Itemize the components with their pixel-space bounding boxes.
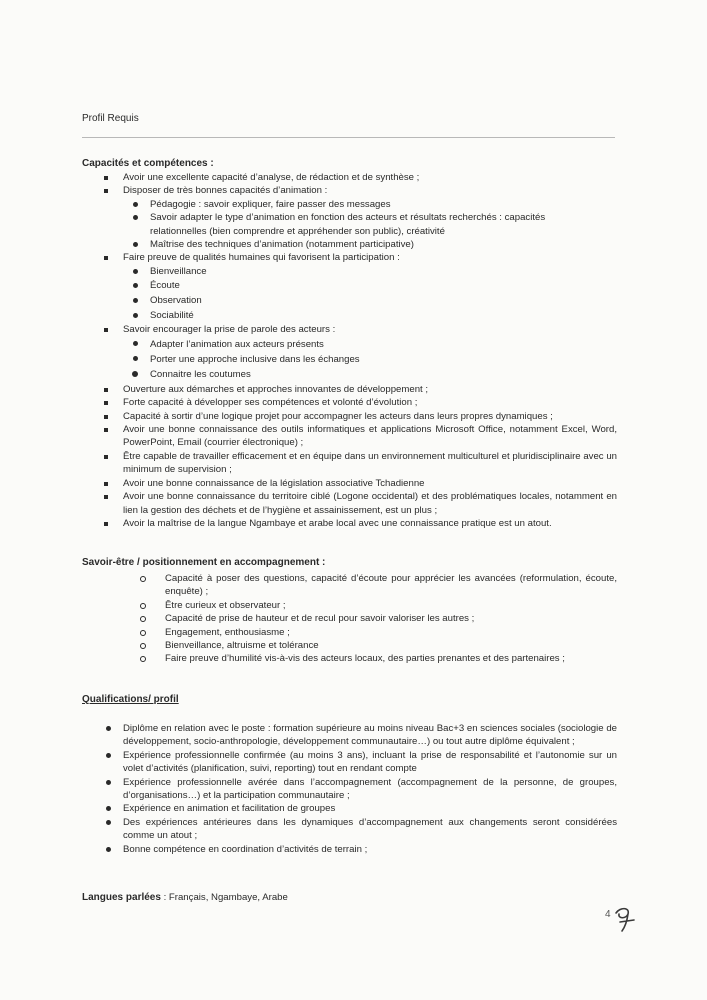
qualifications-heading: Qualifications/ profil	[82, 694, 179, 705]
list-item: Savoir adapter le type d’animation en fonction des acteurs et résultats recherchés : capacités relationnelles (bien comprendre et appréhender son public), créativité	[150, 211, 595, 238]
signature-mark	[600, 903, 640, 933]
list-item: Capacité à sortir d’une logique projet pour accompagner les acteurs dans leurs propres dynamiques ;	[123, 410, 617, 423]
list-item: Diplôme en relation avec le poste : formation supérieure au moins niveau Bac+3 en sciences sociales (sociologie de développement, socio-anthropologie, développement communautaire…) ou tout autre diplôme équivalent ;	[123, 722, 617, 749]
bullet-icon	[133, 341, 138, 346]
bullet-icon	[140, 616, 146, 622]
bullet-icon	[104, 415, 108, 419]
section-title: Profil Requis	[82, 113, 139, 124]
qualifications-list	[123, 722, 617, 856]
bullet-icon	[104, 455, 108, 459]
list-item: Avoir une bonne connaissance des outils informatiques et applications Microsoft Office, notamment Excel, Word, PowerPoint, Email (courrier électronique) ;	[123, 423, 617, 450]
list-item: Adapter l’animation aux acteurs présents	[150, 337, 617, 352]
bullet-icon	[133, 283, 138, 288]
bullet-icon	[104, 328, 108, 332]
list-item: Pédagogie : savoir expliquer, faire passer des messages	[150, 198, 595, 211]
bullet-icon	[133, 269, 138, 274]
bullet-icon	[104, 428, 108, 432]
capacites-list	[123, 171, 617, 530]
bullet-icon	[104, 176, 108, 180]
bullet-icon	[106, 847, 111, 852]
list-item: Faire preuve d’humilité vis-à-vis des acteurs locaux, des parties prenantes et des partenaires ;	[165, 652, 617, 665]
list-item: Observation	[150, 294, 617, 309]
bullet-icon	[104, 189, 108, 193]
bullet-icon	[104, 388, 108, 392]
bullet-icon	[106, 820, 111, 825]
langues-label: Langues parlées	[82, 892, 161, 903]
list-item: Écoute	[150, 279, 617, 294]
bullet-icon	[133, 215, 138, 220]
bullet-icon	[132, 371, 138, 377]
page-number: 4	[605, 909, 611, 920]
list-item: Connaitre les coutumes	[150, 367, 617, 382]
parole-sublist	[150, 337, 617, 383]
qualites-sublist	[150, 265, 617, 323]
list-item: Être curieux et observateur ;	[165, 599, 617, 612]
bullet-icon	[133, 313, 138, 318]
bullet-icon	[133, 242, 138, 247]
langues-value: : Français, Ngambaye, Arabe	[160, 892, 288, 903]
capacites-heading: Capacités et compétences :	[82, 158, 214, 169]
savoir-etre-heading: Savoir-être / positionnement en accompagnement :	[82, 557, 326, 568]
list-item: Avoir une bonne connaissance du territoire ciblé (Logone occidental) et des problématiques locales, notamment en lien la gestion des déchets et de l’hygiène et assainissement, est un plus ;	[123, 490, 617, 517]
bullet-icon	[106, 806, 111, 811]
bullet-icon	[104, 401, 108, 405]
list-item: Avoir la maîtrise de la langue Ngambaye et arabe local avec une connaissance pratique est un atout.	[123, 517, 617, 530]
list-item: Avoir une bonne connaissance de la législation associative Tchadienne	[123, 477, 617, 490]
animation-sublist	[150, 198, 595, 252]
list-item: Forte capacité à développer ses compétences et volonté d’évolution ;	[123, 396, 617, 409]
bullet-icon	[106, 726, 111, 731]
list-item: Porter une approche inclusive dans les échanges	[150, 352, 617, 367]
list-item: Bienveillance	[150, 265, 617, 280]
bullet-icon	[140, 630, 146, 636]
savoir-etre-list	[165, 572, 617, 666]
list-item: Ouverture aux démarches et approches innovantes de développement ;	[123, 383, 617, 396]
list-item: Maîtrise des techniques d’animation (notamment participative)	[150, 238, 595, 251]
list-item: Faire preuve de qualités humaines qui favorisent la participation : Bienveillance Écoute Observation Sociabilité	[123, 251, 617, 323]
list-item: Des expériences antérieures dans les dynamiques d’accompagnement aux changements seront considérées comme un atout ;	[123, 816, 617, 843]
list-item: Bonne compétence en coordination d’activités de terrain ;	[123, 843, 617, 856]
bullet-icon	[133, 202, 138, 207]
langues-line	[82, 891, 288, 904]
list-item: Capacité à poser des questions, capacité d’écoute pour apprécier les avancées (reformulation, écoute, enquête) ;	[165, 572, 617, 599]
bullet-icon	[104, 522, 108, 526]
bullet-icon	[140, 576, 146, 582]
bullet-icon	[140, 603, 146, 609]
list-item: Expérience professionnelle confirmée (au moins 3 ans), incluant la prise de responsabilité et l’autonomie sur un volet d’activités (planification, suivi, reporting) tout en rendant compte	[123, 749, 617, 776]
list-item: Expérience en animation et facilitation de groupes	[123, 802, 617, 815]
bullet-icon	[133, 356, 138, 361]
list-item: Engagement, enthousiasme ;	[165, 626, 617, 639]
list-item: Savoir encourager la prise de parole des acteurs : Adapter l’animation aux acteurs présents Porter une approche inclusive dans les échanges Connaitre les coutumes	[123, 323, 617, 383]
list-item: Disposer de très bonnes capacités d’animation : Pédagogie : savoir expliquer, faire passer des messages Savoir adapter le type d’animation en fonction des acteurs et résultats recherchés : capacités relationnelles (bien comprendre et appréhender son public), créativité Maîtrise des techniques d’animation (notamment participative)	[123, 184, 617, 251]
bullet-icon	[104, 256, 108, 260]
list-item: Être capable de travailler efficacement et en équipe dans un environnement multiculturel et pluridisciplinaire avec un minimum de supervision ;	[123, 450, 617, 477]
bullet-icon	[104, 495, 108, 499]
bullet-icon	[140, 643, 146, 649]
bullet-icon	[133, 298, 138, 303]
bullet-icon	[140, 656, 146, 662]
bullet-icon	[106, 753, 111, 758]
list-item: Sociabilité	[150, 309, 617, 324]
divider	[82, 137, 615, 138]
list-item: Capacité de prise de hauteur et de recul pour savoir valoriser les autres ;	[165, 612, 617, 625]
list-item: Bienveillance, altruisme et tolérance	[165, 639, 617, 652]
list-item: Avoir une excellente capacité d’analyse, de rédaction et de synthèse ;	[123, 171, 617, 184]
bullet-icon	[106, 780, 111, 785]
list-item: Expérience professionnelle avérée dans l’accompagnement (accompagnement de la personne, de groupes, d’organisations…) et la participation communautaire ;	[123, 776, 617, 803]
bullet-icon	[104, 482, 108, 486]
